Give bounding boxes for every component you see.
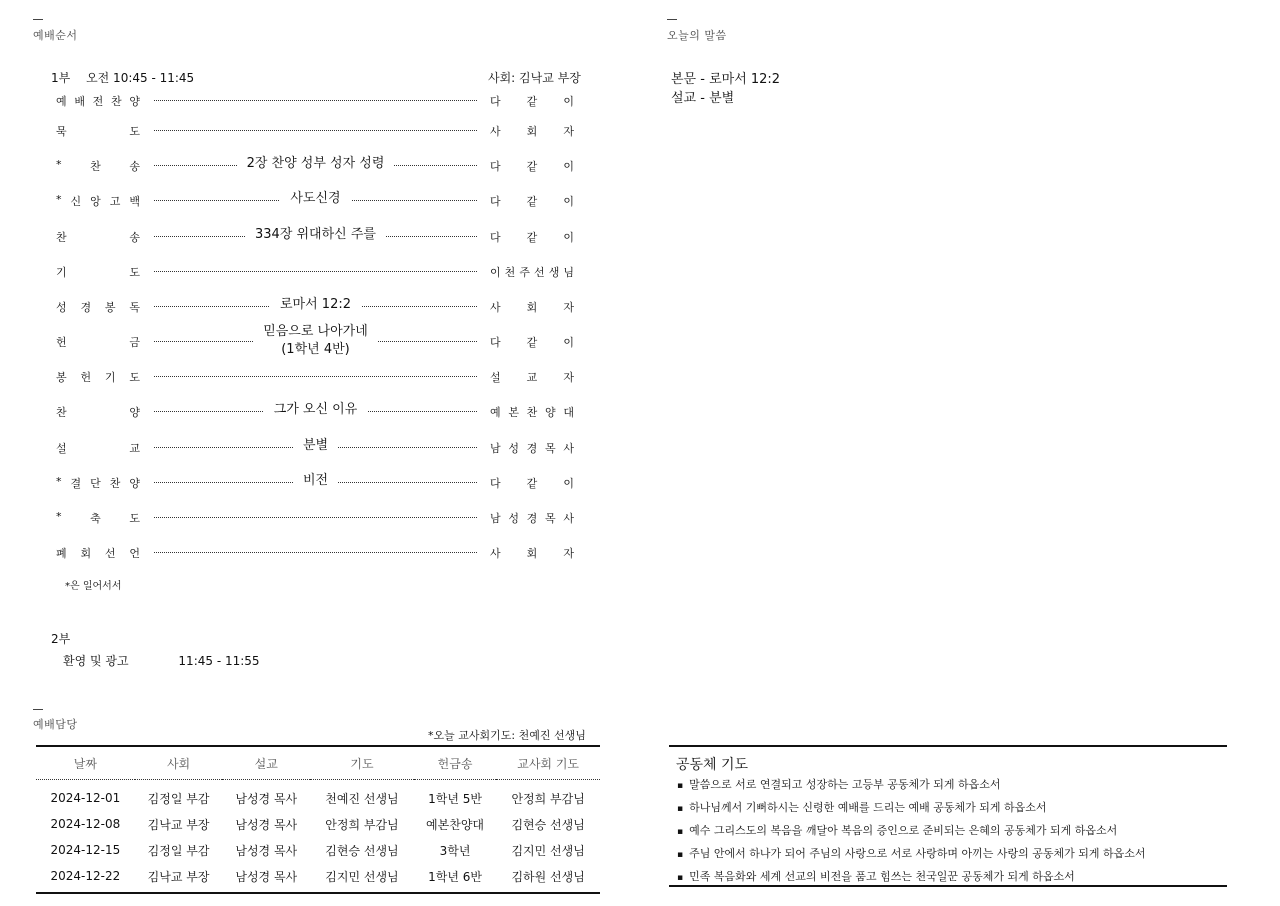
service-name: * 찬 송 [56, 158, 140, 173]
duty-header-cell: 헌금송 [414, 746, 496, 780]
part1-header [51, 69, 194, 86]
service-row [56, 155, 576, 175]
service-content-text: 비전 [293, 472, 338, 490]
duty-cell: 1학년 6반 [428, 869, 482, 884]
duty-header-cell: 사회 [135, 746, 223, 780]
part2-row [63, 652, 260, 669]
part2-time: 11:45 - 11:55 [178, 654, 260, 668]
service-leader: 이 천 주 선 생 님 [490, 266, 574, 279]
duty-cell: 김정일 부감 [147, 791, 210, 806]
service-row [56, 226, 576, 246]
order-section-title: 예배순서 [33, 29, 78, 42]
standing-note: *은 일어서서 [65, 581, 122, 592]
service-content-text: 그가 오신 이유 [264, 401, 368, 419]
prayer-item: ▪ 하나님께서 기뻐하시는 신령한 예배를 드리는 예배 공동체가 되게 하옵소서 [677, 799, 1145, 822]
duty-header-cell: 기도 [310, 746, 414, 780]
duty-header-cell: 교사회 기도 [496, 746, 600, 780]
dotted-leader [154, 552, 477, 553]
service-content [154, 155, 477, 173]
section-dash [667, 19, 677, 20]
prayer-item: ▪ 말씀으로 서로 연결되고 성장하는 고등부 공동체가 되게 하옵소서 [677, 776, 1145, 799]
service-row [56, 190, 576, 210]
service-leader: 다 같 이 [490, 160, 574, 173]
service-leader: 사 회 자 [490, 301, 574, 314]
duty-cell: 2024-12-01 [50, 791, 121, 805]
dotted-leader [154, 100, 477, 101]
duty-cell: 1학년 5반 [428, 791, 482, 806]
part1-host: 사회: 김낙교 부장 [488, 71, 581, 85]
table-row [36, 837, 600, 863]
part2-item: 환영 및 광고 [63, 654, 129, 668]
duty-cell: 김현승 선생님 [511, 817, 585, 832]
service-row [56, 324, 576, 357]
duty-cell: 김지민 선생님 [325, 869, 399, 884]
service-name: 성 경 봉 독 [56, 301, 140, 314]
duty-cell: 2024-12-22 [50, 869, 121, 883]
service-leader: 설 교 자 [490, 371, 574, 384]
duty-cell: 김지민 선생님 [511, 843, 585, 858]
duty-body [36, 780, 600, 894]
service-leader: 다 같 이 [490, 477, 574, 490]
duty-header-cell: 날짜 [36, 746, 135, 780]
service-row [56, 401, 576, 421]
service-leader: 예 본 찬 양 대 [490, 406, 574, 419]
duty-cell: 남성경 목사 [235, 791, 298, 806]
service-name: * 결 단 찬 양 [56, 475, 140, 490]
service-name: * 신 앙 고 백 [56, 193, 140, 208]
duty-cell: 김하원 선생님 [511, 869, 585, 884]
service-content-text: 사도신경 [280, 190, 350, 208]
service-name: 기 도 [56, 266, 140, 279]
service-name: 예 배 전 찬 양 [56, 95, 140, 108]
table-row [36, 863, 600, 893]
section-dash [33, 709, 43, 710]
duty-cell: 안정희 부감님 [511, 791, 585, 806]
service-leader: 다 같 이 [490, 336, 574, 349]
duty-cell: 안정희 부감님 [325, 817, 399, 832]
service-content [154, 226, 477, 244]
service-content-text: 믿음으로 나아가네 (1학년 4반) [253, 323, 378, 359]
duty-cell: 2024-12-15 [50, 843, 121, 857]
duty-cell: 남성경 목사 [235, 817, 298, 832]
service-content-text: 334장 위대하신 주를 [245, 226, 386, 244]
community-prayer [669, 745, 1227, 887]
service-row [56, 366, 576, 386]
duty-cell: 김현승 선생님 [325, 843, 399, 858]
service-row [56, 542, 576, 562]
part2-label: 2부 [51, 632, 71, 646]
duty-header-row [36, 746, 600, 780]
service-name: 봉 헌 기 도 [56, 371, 140, 384]
service-leader: 다 같 이 [490, 195, 574, 208]
service-content-text: 로마서 12:2 [270, 296, 361, 314]
service-content [154, 472, 477, 490]
service-name: 찬 양 [56, 406, 140, 419]
word-section-title: 오늘의 말씀 [667, 29, 727, 42]
service-content-text: 2장 찬양 성부 성자 성령 [237, 155, 395, 173]
service-row [56, 437, 576, 457]
service-row [56, 120, 576, 140]
duty-cell: 남성경 목사 [235, 869, 298, 884]
section-dash [33, 19, 43, 20]
service-leader: 다 같 이 [490, 231, 574, 244]
service-leader: 다 같 이 [490, 95, 574, 108]
dotted-leader [154, 376, 477, 377]
service-row [56, 507, 576, 527]
service-row [56, 90, 576, 110]
service-name: 폐 회 선 언 [56, 547, 140, 560]
prayer-title: 공동체 기도 [676, 757, 749, 773]
dotted-leader [154, 130, 477, 131]
service-leader: 사 회 자 [490, 547, 574, 560]
service-name: 설 교 [56, 442, 140, 455]
prayer-item: ▪ 민족 복음화와 세계 선교의 비전을 품고 힘쓰는 천국일꾼 공동체가 되게 하옵소서 [677, 868, 1145, 891]
service-row [56, 296, 576, 316]
service-name: * 축 도 [56, 510, 140, 525]
service-content [154, 190, 477, 208]
service-content [154, 401, 477, 419]
scripture-text: 본문 - 로마서 12:2 [671, 72, 781, 87]
duty-cell: 김정일 부감 [147, 843, 210, 858]
service-row [56, 472, 576, 492]
service-content-text: 분별 [293, 437, 338, 455]
prayer-item: ▪ 주님 안에서 하나가 되어 주님의 사랑으로 서로 사랑하며 아끼는 사랑의 공동체가 되게 하옵소서 [677, 845, 1145, 868]
service-content [154, 437, 477, 455]
service-row [56, 261, 576, 281]
part1-time: 오전 10:45 - 11:45 [86, 71, 195, 85]
prayer-list [677, 776, 1145, 891]
service-content [154, 323, 477, 359]
service-leader: 남 성 경 목 사 [490, 442, 574, 455]
dotted-leader [154, 517, 477, 518]
service-leader: 남 성 경 목 사 [490, 512, 574, 525]
duty-cell: 예본찬양대 [426, 817, 485, 832]
service-name: 묵 도 [56, 125, 140, 138]
duty-header-cell: 설교 [222, 746, 310, 780]
service-name: 헌 금 [56, 336, 140, 349]
table-row [36, 780, 600, 812]
sermon-title: 설교 - 분별 [671, 91, 735, 106]
teacher-prayer-note: *오늘 교사회기도: 천예진 선생님 [428, 729, 586, 742]
prayer-item: ▪ 예수 그리스도의 복음을 깨달아 복음의 증인으로 준비되는 은혜의 공동체가 되게 하옵소서 [677, 822, 1145, 845]
duty-cell: 김낙교 부장 [147, 869, 210, 884]
duty-cell: 남성경 목사 [235, 843, 298, 858]
service-name: 찬 송 [56, 231, 140, 244]
duty-cell: 3학년 [439, 843, 471, 858]
service-content [154, 296, 477, 314]
duty-table [36, 745, 600, 894]
dotted-leader [154, 271, 477, 272]
table-row [36, 811, 600, 837]
part1-label: 1부 [51, 71, 71, 85]
duty-cell: 천예진 선생님 [325, 791, 399, 806]
duty-section-title: 예배담당 [33, 718, 78, 731]
duty-cell: 김낙교 부장 [147, 817, 210, 832]
service-leader: 사 회 자 [490, 125, 574, 138]
duty-cell: 2024-12-08 [50, 817, 121, 831]
